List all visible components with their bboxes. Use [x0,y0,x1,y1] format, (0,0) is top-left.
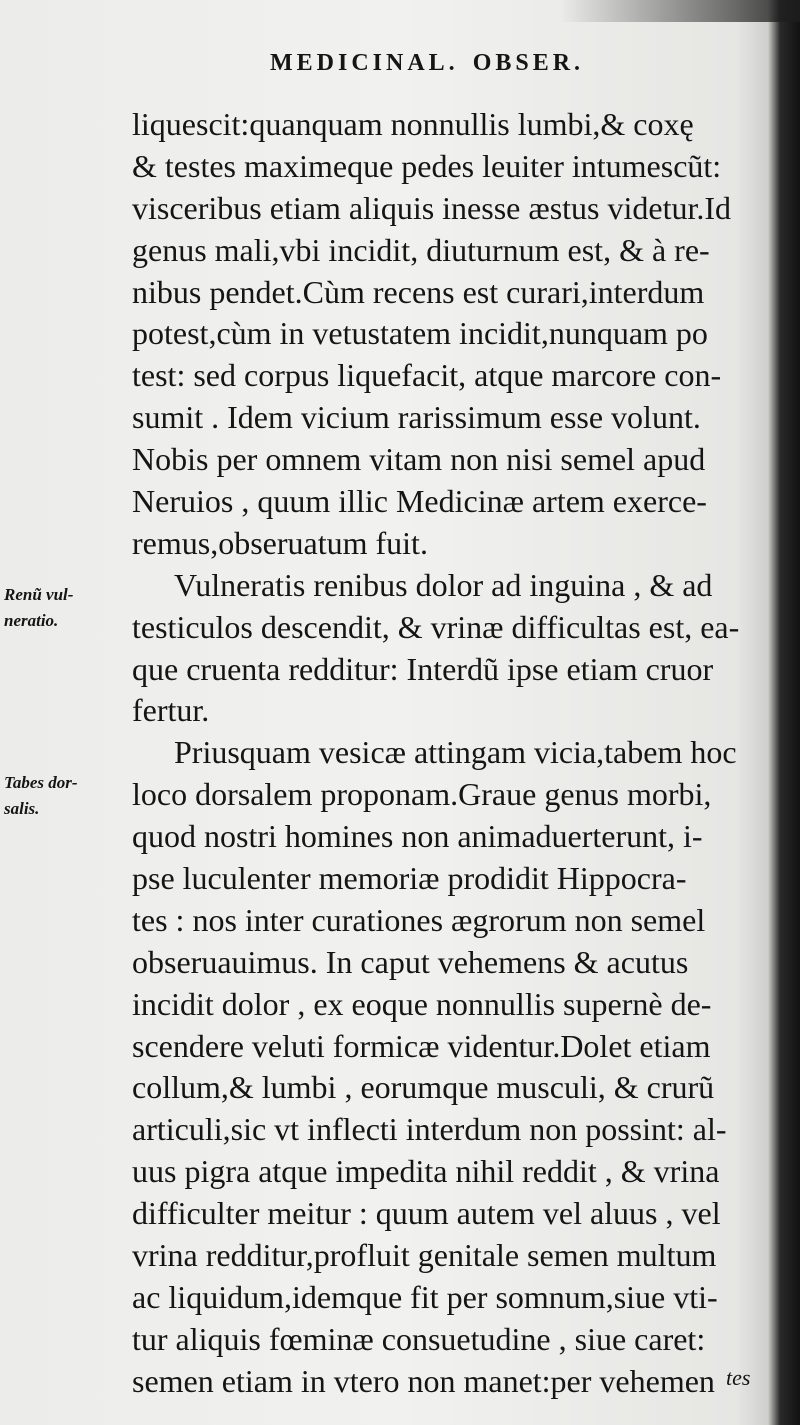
text-line: semen etiam in vtero non manet:per vehemen [132,1362,715,1399]
margin-note-tabes [4,770,124,822]
text-line: quod nostri homines non animaduerterunt, i- [132,818,703,855]
text-line: liquescit:quanquam nonnullis lumbi,& coxę [132,106,694,142]
text-line: uus pigra atque impedita nihil reddit , & vrina [132,1153,720,1190]
catchword: tes [726,1365,751,1390]
text-line: articuli,sic vt inflecti interdum non possint: al- [132,1111,727,1148]
header-subtitle: OBSER. [472,50,585,76]
text-line: visceribus etiam aliquis inesse æstus videtur.Id [132,189,732,226]
text-line: pse luculenter memoriæ prodidit Hippocra- [132,860,687,897]
body-text [132,104,764,1403]
text-line: tes : nos inter curationes ægrorum non semel [132,901,706,938]
text-line: Priusquam vesicæ attingam vicia,tabem hoc [174,734,737,771]
margin-note-line: Tabes dor- [4,773,78,792]
text-line: nibus pendet.Cùm recens est curari,interdum [132,273,705,310]
text-line: & testes maximeque pedes leuiter intumescũt: [132,147,722,184]
text-line: que cruenta redditur: Interdũ ipse etiam cruor [132,650,714,687]
text-line: tur aliquis fœminæ consuetudine , siue caret: [132,1320,706,1357]
text-line: Nobis per omnem vitam non nisi semel apud [132,441,706,478]
text-line: collum,& lumbi , eorumque musculi, & crurũ [132,1069,715,1106]
header-title: MEDICINAL. [270,50,459,76]
margin-note-renum [4,582,124,634]
text-line: incidit dolor , ex eoque nonnullis supernè de- [132,985,712,1022]
text-line: vrina redditur,profluit genitale semen multum [132,1237,717,1274]
margin-note-line: neratio. [4,611,59,630]
text-line: ac liquidum,idemque fit per somnum,siue vti- [132,1278,718,1315]
text-line: sumit . Idem vicium rarissimum esse volunt. [132,399,701,436]
text-line: difficulter meitur : quum autem vel aluus , vel [132,1195,721,1232]
text-line: potest,cùm in vetustatem incidit,nunquam po [132,315,708,352]
text-line: obseruauimus. In caput vehemens & acutus [132,943,689,980]
text-line: testiculos descendit, & vrinæ difficultas est, ea- [132,608,740,645]
text-line: genus mali,vbi incidit, diuturnum est, & à re- [132,231,710,268]
running-header [270,50,584,77]
page-edge-shadow [560,0,800,22]
text-line: remus,obseruatum fuit. [132,524,428,561]
text-line: Vulneratis renibus dolor ad inguina , & ad [174,566,713,603]
text-line: scendere veluti formicæ videntur.Dolet etiam [132,1027,711,1064]
text-line: loco dorsalem proponam.Graue genus morbi, [132,776,712,813]
margin-note-line: Renũ vul- [4,585,74,604]
text-line: test: sed corpus liquefacit, atque marcore con- [132,357,722,394]
text-line: fertur. [132,692,210,729]
text-line: Neruios , quum illic Medicinæ artem exerce- [132,483,707,520]
margin-note-line: salis. [4,799,40,818]
